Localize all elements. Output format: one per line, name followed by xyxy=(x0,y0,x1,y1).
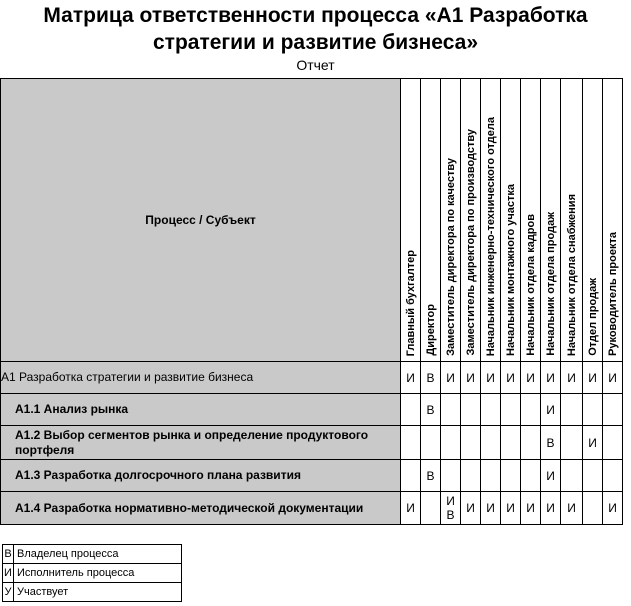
role-cell: И xyxy=(481,492,501,525)
process-label: А1.4 Разработка нормативно-методической документации xyxy=(1,492,401,525)
column-header xyxy=(461,79,481,362)
role-cell xyxy=(421,492,441,525)
legend-table xyxy=(2,544,182,602)
role-cell xyxy=(521,394,541,426)
column-header-label: Главный бухгалтер xyxy=(404,249,417,356)
role-cell xyxy=(583,460,603,492)
column-header xyxy=(421,79,441,362)
role-cell: И xyxy=(461,362,481,394)
column-header xyxy=(561,79,583,362)
column-header xyxy=(583,79,603,362)
column-header xyxy=(521,79,541,362)
role-cell xyxy=(481,460,501,492)
role-cell: И xyxy=(481,362,501,394)
legend-code: В xyxy=(3,545,14,564)
role-cell xyxy=(461,460,481,492)
role-cell xyxy=(481,394,501,426)
role-cell xyxy=(501,460,521,492)
legend-text: Участвует xyxy=(14,583,182,602)
role-cell: И xyxy=(603,362,623,394)
role-cell xyxy=(401,460,421,492)
role-cell xyxy=(583,492,603,525)
role-cell: В xyxy=(421,362,441,394)
role-cell: И xyxy=(541,394,561,426)
column-header-label: Начальник отдела снабжения xyxy=(565,193,578,356)
process-label: А1.1 Анализ рынка xyxy=(1,394,401,426)
matrix-body xyxy=(1,362,623,525)
table-row xyxy=(1,492,623,525)
column-header-label: Заместитель директора по производству xyxy=(464,129,477,356)
role-cell xyxy=(561,426,583,460)
role-cell xyxy=(461,426,481,460)
process-label: А1 Разработка стратегии и развитие бизнеса xyxy=(1,362,401,394)
role-cell xyxy=(501,394,521,426)
role-cell xyxy=(441,460,461,492)
legend-row xyxy=(3,545,182,564)
process-label: А1.3 Разработка долгосрочного плана развития xyxy=(1,460,401,492)
role-cell: И xyxy=(501,492,521,525)
legend-text: Владелец процесса xyxy=(14,545,182,564)
column-header xyxy=(603,79,623,362)
legend-row xyxy=(3,583,182,602)
report-subtitle: Отчет xyxy=(296,57,335,73)
column-header-label: Начальник инженерно-технического отдела xyxy=(484,116,497,356)
role-cell: И В xyxy=(441,492,461,525)
table-row xyxy=(1,426,623,460)
role-cell: И xyxy=(401,492,421,525)
role-cell xyxy=(441,426,461,460)
legend-row xyxy=(3,564,182,583)
role-cell: И xyxy=(541,492,561,525)
role-cell xyxy=(521,426,541,460)
column-header xyxy=(401,79,421,362)
column-header-label: Заместитель директора по качеству xyxy=(444,158,457,356)
column-header-label: Руководитель проекта xyxy=(606,232,619,356)
role-cell xyxy=(401,394,421,426)
process-label: А1.2 Выбор сегментов рынка и определение продуктового портфеля xyxy=(1,426,401,460)
column-header-label: Директор xyxy=(424,304,437,356)
role-cell xyxy=(441,394,461,426)
role-cell xyxy=(561,394,583,426)
role-cell: И xyxy=(561,362,583,394)
role-cell: В xyxy=(421,394,441,426)
role-cell xyxy=(421,426,441,460)
role-cell: И xyxy=(541,460,561,492)
role-cell xyxy=(481,426,501,460)
role-cell: И xyxy=(461,492,481,525)
legend-code: У xyxy=(3,583,14,602)
column-header xyxy=(441,79,461,362)
role-cell: И xyxy=(561,492,583,525)
role-cell: И xyxy=(583,426,603,460)
table-row xyxy=(1,460,623,492)
role-cell xyxy=(461,394,481,426)
column-header xyxy=(541,79,561,362)
role-cell xyxy=(521,460,541,492)
column-header xyxy=(501,79,521,362)
role-cell xyxy=(583,394,603,426)
legend-code: И xyxy=(3,564,14,583)
column-header-label: Начальник отдела продаж xyxy=(544,212,557,356)
role-cell: В xyxy=(421,460,441,492)
column-header xyxy=(481,79,501,362)
role-cell xyxy=(501,426,521,460)
role-cell: И xyxy=(541,362,561,394)
role-cell: И xyxy=(401,362,421,394)
role-cell xyxy=(603,394,623,426)
role-cell: И xyxy=(441,362,461,394)
corner-header: Процесс / Субъект xyxy=(1,79,401,362)
role-cell: В xyxy=(541,426,561,460)
role-cell xyxy=(603,426,623,460)
role-cell: И xyxy=(521,362,541,394)
role-cell xyxy=(603,460,623,492)
responsibility-matrix xyxy=(0,78,623,525)
role-cell: И xyxy=(583,362,603,394)
role-cell: И xyxy=(521,492,541,525)
column-header-label: Начальник монтажного участка xyxy=(504,184,517,356)
role-cell xyxy=(401,426,421,460)
table-row xyxy=(1,362,623,394)
column-header-label: Отдел продаж xyxy=(586,278,599,356)
matrix-header-row xyxy=(1,79,623,362)
column-header-label: Начальник отдела кадров xyxy=(524,214,537,356)
role-cell xyxy=(561,460,583,492)
role-cell: И xyxy=(603,492,623,525)
legend-text: Исполнитель процесса xyxy=(14,564,182,583)
role-cell: И xyxy=(501,362,521,394)
report-title: Матрица ответственности процесса «А1 Разработка стратегии и развитие бизнеса» xyxy=(43,4,588,54)
table-row xyxy=(1,394,623,426)
